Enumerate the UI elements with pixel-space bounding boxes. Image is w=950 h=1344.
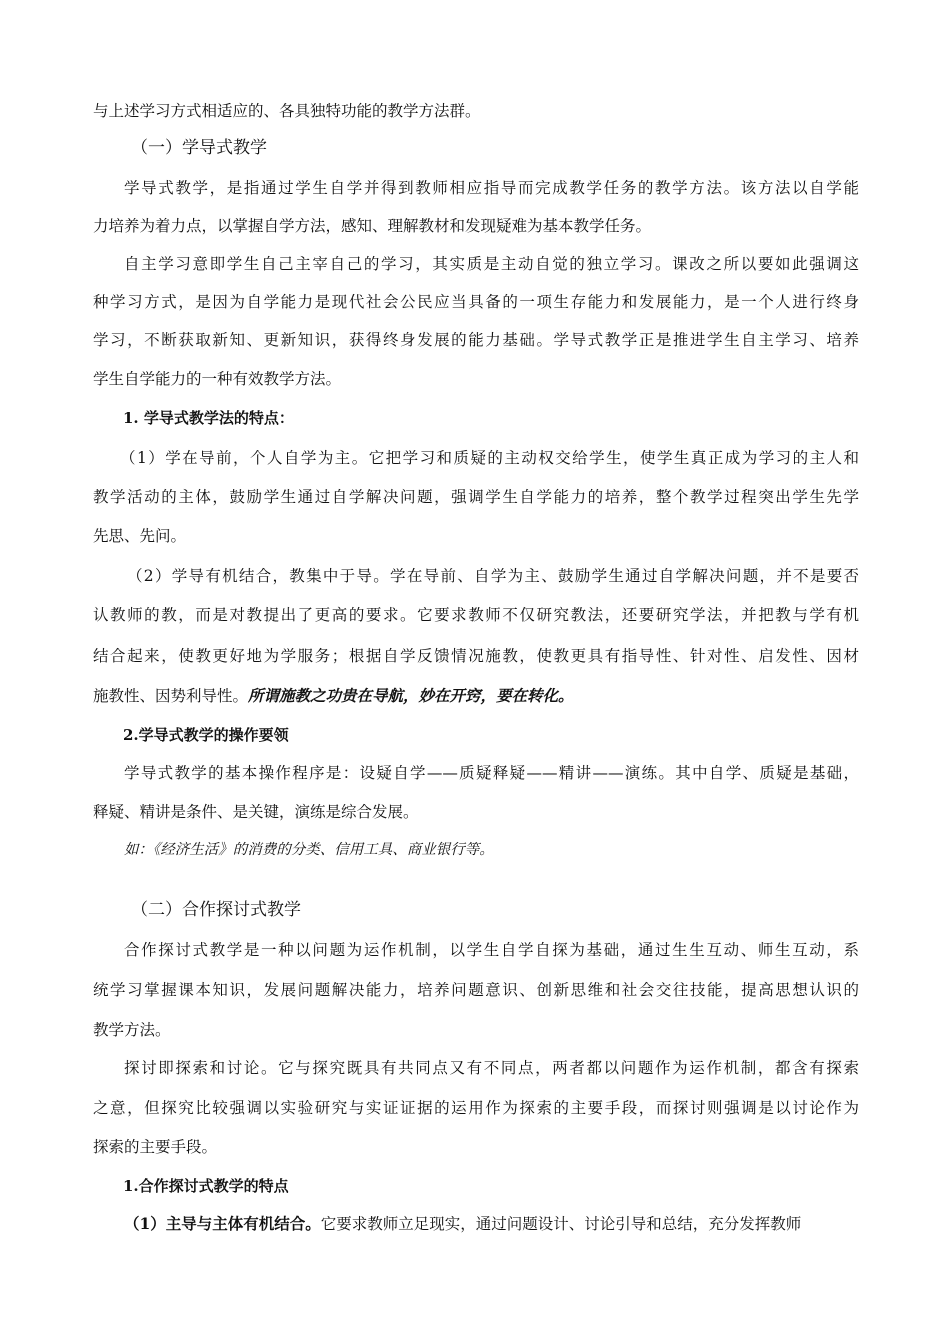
paragraph-line: 认教师的教，而是对教提出了更高的要求。它要求教师不仅研究教法，还要研究学法，并把教与学有机 [93, 606, 859, 624]
paragraph-line: 力培养为着力点，以掌握自学方法，感知、理解教材和发现疑难为基本教学任务。 [93, 217, 652, 235]
paragraph-line: 它要求教师立足现实，通过问题设计、讨论引导和总结，充分发挥教师 [320, 1215, 802, 1233]
paragraph-line: 统学习掌握课本知识，发展问题解决能力，培养问题意识、创新思维和社会交往技能，提高思想认识的 [93, 981, 859, 999]
paragraph-line: 教学方法。 [93, 1021, 171, 1039]
paragraph-line: 释疑、精讲是条件、是关键，演练是综合发展。 [93, 803, 419, 821]
example-line: 如：《经济生活》的消费的分类、信用工具、商业银行等。 [124, 842, 494, 858]
paragraph-line: 之意，但探究比较强调以实验研究与实证证据的运用作为探索的主要手段，而探讨则强调是以讨论作为 [93, 1099, 859, 1117]
paragraph-line: 先思、先问。 [93, 527, 187, 545]
paragraph-line: 学生自学能力的一种有效教学方法。 [93, 370, 342, 388]
paragraph-line: （2）学导有机结合，教集中于导。学在导前、自学为主、鼓励学生通过自学解决问题，并不是要否 [127, 567, 859, 585]
paragraph-line: 结合起来，使教更好地为学服务；根据自学反馈情况施教，使教更具有指导性、针对性、启发性、因材 [93, 647, 859, 665]
paragraph-line: 学习，不断获取新知、更新知识，获得终身发展的能力基础。学导式教学正是推进学生自主学习、培养 [93, 331, 859, 349]
paragraph-line: 种学习方式，是因为自学能力是现代社会公民应当具备的一项生存能力和发展能力，是一个人进行终身 [93, 293, 859, 311]
paragraph-line: 合作探讨式教学是一种以问题为运作机制，以学生自学自探为基础，通过生生互动、师生互动，系 [124, 941, 859, 959]
paragraph-line: 与上述学习方式相适应的、各具独特功能的教学方法群。 [93, 102, 481, 120]
section-heading-1: （一）学导式教学 [131, 138, 267, 158]
paragraph-line: 探索的主要手段。 [93, 1138, 218, 1156]
subheading: 2.学导式教学的操作要领 [123, 726, 289, 744]
paragraph-line: 施教性、因势利导性。 [93, 687, 249, 705]
subheading: 1. 学导式教学法的特点： [123, 409, 294, 427]
paragraph-line: （1）学在导前，个人自学为主。它把学习和质疑的主动权交给学生，使学生真正成为学习的主人和 [120, 449, 859, 467]
paragraph-line: 学导式教学的基本操作程序是：设疑自学——质疑释疑——精讲——演练。其中自学、质疑是基础， [124, 764, 859, 782]
paragraph-line: 自主学习意即学生自己主宰自己的学习，其实质是主动自觉的独立学习。课改之所以要如此强调这 [124, 255, 859, 273]
paragraph-line: 学导式教学，是指通过学生自学并得到教师相应指导而完成教学任务的教学方法。该方法以自学能 [124, 179, 859, 197]
emphasis-text: 所谓施教之功贵在导航，妙在开窍，要在转化。 [248, 686, 574, 705]
subheading: 1.合作探讨式教学的特点 [123, 1177, 289, 1195]
paragraph-line: 教学活动的主体，鼓励学生通过自学解决问题，强调学生自学能力的培养，整个教学过程突出学生先学 [93, 488, 859, 506]
paragraph-line: 探讨即探索和讨论。它与探究既具有共同点又有不同点，两者都以问题作为运作机制，都含有探索 [124, 1059, 859, 1077]
emphasis-text: （1）主导与主体有机结合。 [124, 1214, 321, 1233]
section-heading-2: （二）合作探讨式教学 [131, 900, 301, 920]
